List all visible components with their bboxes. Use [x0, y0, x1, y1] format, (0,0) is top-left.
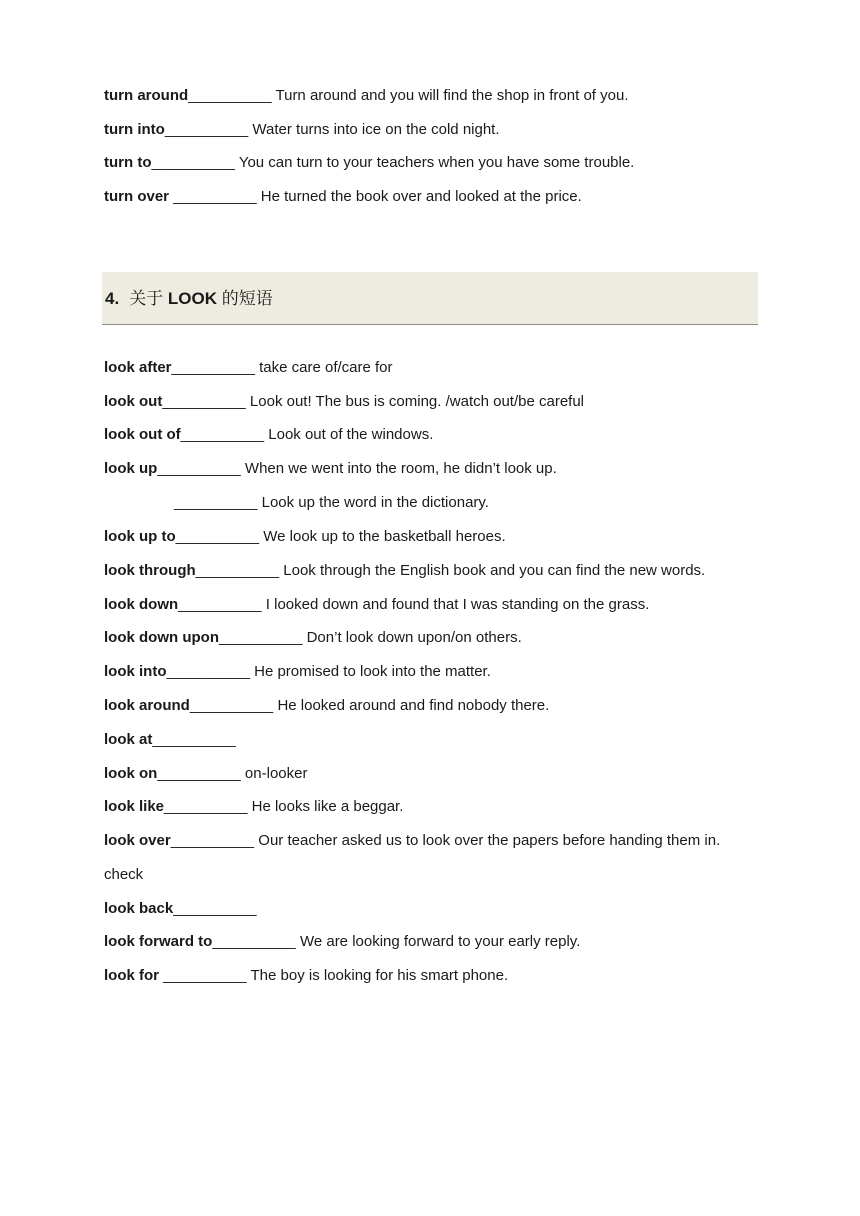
phrase-line: [174, 493, 489, 513]
answer-blank[interactable]: __________: [169, 188, 257, 205]
phrase-term: look through: [104, 562, 196, 579]
phrase-example: When we went into the room, he didn’t look up.: [240, 460, 557, 477]
phrase-example: take care of/care for: [254, 359, 393, 376]
phrase-term: look like: [104, 798, 165, 815]
phrase-line: [104, 425, 433, 445]
phrase-example: We look up to the basketball heroes.: [259, 528, 506, 545]
answer-blank[interactable]: __________: [164, 798, 248, 815]
phrase-line: [104, 966, 508, 986]
phrase-example: Look up the word in the dictionary.: [257, 494, 489, 511]
phrase-example: Turn around and you will find the shop in front of you.: [271, 87, 629, 104]
answer-blank[interactable]: __________: [189, 697, 274, 714]
phrase-line: [104, 187, 582, 207]
phrase-example: check: [104, 866, 144, 883]
phrase-line: [104, 527, 506, 547]
phrase-term: look back: [104, 900, 174, 917]
phrase-term: turn to: [104, 154, 152, 171]
phrase-term: look for: [104, 967, 159, 984]
phrase-line: [104, 120, 500, 140]
phrase-line: [104, 764, 307, 784]
phrase-example: on-looker: [240, 765, 308, 782]
phrase-term: turn over: [104, 188, 170, 205]
phrase-example: Look through the English book and you can find the new words.: [279, 562, 706, 579]
phrase-line: [104, 899, 257, 919]
phrase-example: He looked around and find nobody there.: [273, 697, 550, 714]
answer-blank[interactable]: __________: [188, 87, 272, 104]
answer-blank[interactable]: __________: [180, 426, 265, 443]
section-number: 4.: [105, 289, 120, 308]
answer-blank[interactable]: __________: [174, 494, 258, 511]
phrase-line: [104, 662, 491, 682]
section-title-pre: 关于: [129, 289, 168, 308]
phrase-term: look up to: [104, 528, 176, 545]
phrase-term: look out: [104, 393, 163, 410]
phrase-term: look into: [104, 663, 167, 680]
phrase-line: [104, 730, 236, 750]
phrase-line: [104, 932, 580, 952]
answer-blank[interactable]: __________: [152, 731, 236, 748]
phrase-term: turn around: [104, 87, 189, 104]
phrase-line: [104, 358, 393, 378]
phrase-term: look on: [104, 765, 158, 782]
phrase-line: [104, 831, 720, 851]
phrase-term: look up: [104, 460, 158, 477]
answer-blank[interactable]: __________: [178, 596, 262, 613]
phrase-example: Don’t look down upon/on others.: [302, 629, 522, 646]
phrase-line: [104, 628, 522, 648]
phrase-term: look around: [104, 697, 190, 714]
phrase-example: I looked down and found that I was standing on the grass.: [261, 596, 650, 613]
phrase-example: You can turn to your teachers when you have some trouble.: [234, 154, 635, 171]
answer-blank[interactable]: __________: [173, 900, 257, 917]
answer-blank[interactable]: __________: [157, 460, 241, 477]
section-keyword: LOOK: [167, 289, 218, 308]
phrase-example: We are looking forward to your early reply.: [295, 933, 581, 950]
phrase-term: look out of: [104, 426, 181, 443]
answer-blank[interactable]: __________: [164, 121, 249, 138]
section-title: [105, 288, 273, 310]
phrase-example: He turned the book over and looked at the price.: [256, 188, 582, 205]
answer-blank[interactable]: __________: [166, 663, 250, 680]
phrase-example: The boy is looking for his smart phone.: [246, 967, 509, 984]
section-title-post: 的短语: [217, 289, 273, 308]
answer-blank[interactable]: __________: [151, 154, 235, 171]
answer-blank[interactable]: __________: [159, 967, 247, 984]
phrase-example: Look out of the windows.: [264, 426, 434, 443]
phrase-line: [104, 595, 649, 615]
phrase-line: [104, 865, 143, 885]
phrase-term: look after: [104, 359, 172, 376]
answer-blank[interactable]: __________: [212, 933, 296, 950]
phrase-term: look forward to: [104, 933, 213, 950]
phrase-line: [104, 696, 549, 716]
phrase-term: turn into: [104, 121, 165, 138]
phrase-line: [104, 459, 557, 479]
phrase-line: [104, 153, 634, 173]
phrase-line: [104, 797, 403, 817]
answer-blank[interactable]: __________: [171, 359, 255, 376]
phrase-term: look at: [104, 731, 153, 748]
phrase-example: Look out! The bus is coming. /watch out/be careful: [245, 393, 585, 410]
answer-blank[interactable]: __________: [218, 629, 303, 646]
section-header: [102, 272, 758, 325]
phrase-example: Water turns into ice on the cold night.: [248, 121, 500, 138]
answer-blank[interactable]: __________: [170, 832, 255, 849]
phrase-example: He looks like a beggar.: [247, 798, 404, 815]
phrase-line: [104, 86, 628, 106]
phrase-term: look down upon: [104, 629, 219, 646]
answer-blank[interactable]: __________: [195, 562, 280, 579]
answer-blank[interactable]: __________: [162, 393, 246, 410]
phrase-example: He promised to look into the matter.: [249, 663, 491, 680]
phrase-line: [104, 392, 584, 412]
phrase-example: Our teacher asked us to look over the papers before handing them in.: [254, 832, 721, 849]
answer-blank[interactable]: __________: [157, 765, 241, 782]
phrase-line: [104, 561, 705, 581]
phrase-term: look over: [104, 832, 171, 849]
phrase-term: look down: [104, 596, 179, 613]
answer-blank[interactable]: __________: [175, 528, 260, 545]
